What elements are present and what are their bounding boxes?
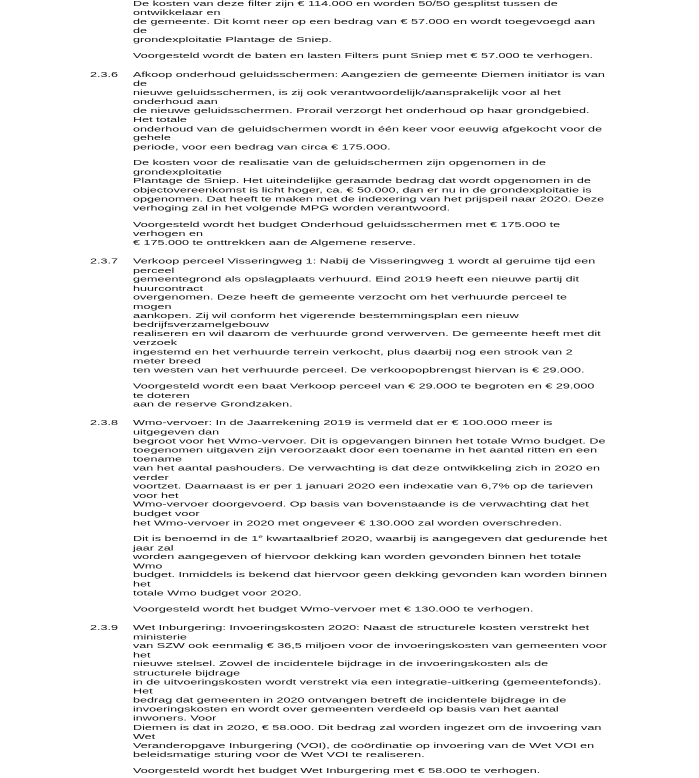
integration-proposal-paragraph: Voorgesteld wordt het budget Wet Inburgering met € 58.000 te verhogen. bbox=[133, 766, 541, 775]
noise-barrier-maintenance-paragraph: Afkoop onderhoud geluidsschermen: Aangezien de gemeente Diemen initiator is van de nieuwe geluidsschermen, is zij ook verantwoordelijk/aansprakelijk voor al het onderhoud aan de nieuwe geluidsschermen. Prorail verzorgt het onderhoud op haar grondgebied. Het totale onderhoud van de geluidschermen wordt in één keer voor eeuwig afgekocht voor de gehele periode, voor een bedrag van circa € 175.000. bbox=[133, 70, 605, 152]
section-number-2-3-8: 2.3.8 bbox=[90, 418, 119, 427]
section-number-2-3-6: 2.3.6 bbox=[90, 70, 119, 79]
plot-sale-proposal-paragraph: Voorgesteld wordt een baat Verkoop perceel van € 29.000 te begroten en € 29.000 te doteren aan de reserve Grondzaken. bbox=[133, 382, 595, 409]
wmo-quarterly-letter-paragraph bbox=[133, 535, 608, 598]
wmo-quarterly-text-start: Dit is benoemd in de 1 bbox=[133, 534, 259, 543]
wmo-proposal-paragraph: Voorgesteld wordt het budget Wmo-vervoer met € 130.000 te verhogen. bbox=[133, 604, 534, 614]
wmo-quarterly-text-rest: kwartaalbrief 2020, waarbij is aangegeven dat gedurende het jaar zal worden aangegeven of hiervoor dekking kan worden gevonden binnen het totale Wmo budget. Inmiddels is bekend dat hiervoor geen dekking gevonden kan worden binnen het totale Wmo budget voor 2020. bbox=[133, 534, 608, 598]
wmo-transport-paragraph: Wmo-vervoer: In de Jaarrekening 2019 is vermeld dat er € 100.000 meer is uitgegeven dan begroot voor het Wmo-vervoer. Dit is opgevangen binnen het totale Wmo budget. De toegenomen uitgaven zijn veroorzaakt door een toename in het aantal ritten en een toename van het aantal pashouders. De verwachting is dat deze ontwikkeling zich in 2020 en verder voortzet. Daarnaast is er per 1 januari 2020 een indexatie van 6,7% op de tarieven voor het Wmo-vervoer doorgevoerd. Op basis van bovenstaande is de verwachting dat het budget voor het Wmo-vervoer in 2020 met ongeveer € 130.000 zal worden overschreden. bbox=[133, 418, 606, 527]
section-number-2-3-7: 2.3.7 bbox=[90, 257, 119, 266]
filter-proposal-paragraph: Voorgesteld wordt de baten en lasten Filters punt Sniep met € 57.000 te verhogen. bbox=[133, 51, 593, 60]
section-number-2-3-9: 2.3.9 bbox=[90, 623, 119, 632]
ordinal-superscript: e bbox=[258, 533, 263, 540]
noise-barrier-costs-paragraph: De kosten voor de realisatie van de geluidschermen zijn opgenomen in de grondexploitatie Plantage de Sniep. Het uiteindelijke geraamde bedrag dat wordt opgenomen in de objectovereenkomst is licht hoger, ca. € 50.000, dan er nu in de grondexploitatie is opgenomen. Dat heeft te maken met de indexering van het prijspeil naar 2020. Deze verhoging zal in het volgende MPG worden verantwoord. bbox=[133, 158, 605, 213]
plot-sale-paragraph: Verkoop perceel Visseringweg 1: Nabij de Visseringweg 1 wordt al geruime tijd een perceel gemeentegrond als opslagplaats verhuurd. Eind 2019 heeft een nieuwe partij dit huurcontract overgenomen. Deze heeft de gemeente verzocht om het verhuurde perceel te mogen aankopen. Zij wil conform het vigerende bestemmingsplan een nieuw bedrijfsverzamelgebouw realiseren en wil daarom de verhuurde grond verwerven. De gemeente heeft met dit verzoek ingestemd en het verhuurde terrein verkocht, plus daarbij nog een strook van 2 meter breed ten westen van het verhuurde perceel. De verkoopopbrengst hiervan is € 29.000. bbox=[133, 257, 601, 375]
filter-costs-paragraph: De kosten van deze filter zijn € 114.000 en worden 50/50 gesplitst tussen de ontwikkelaar en de gemeente. Dit komt neer op een bedrag van € 57.000 en wordt toegevoegd aan de grondexploitatie Plantage de Sniep. bbox=[133, 0, 596, 44]
noise-barrier-proposal-paragraph: Voorgesteld wordt het budget Onderhoud geluidsschermen met € 175.000 te verhogen en € 175.000 te onttrekken aan de Algemene reserve. bbox=[133, 220, 561, 247]
integration-act-paragraph: Wet Inburgering: Invoeringskosten 2020: Naast de structurele kosten verstrekt het ministerie van SZW ook eenmalig € 36,5 miljoen voor de invoeringskosten van gemeenten voor het nieuwe stelsel. Zowel de incidentele bijdrage in de invoeringskosten als de structurele bijdrage in de uitvoeringskosten wordt verstrekt via een integratie-uitkering (gemeentefonds). Het bedrag dat gemeenten in 2020 ontvangen betreft de incidentele bijdrage in de invoeringskosten en wordt over gemeenten verdeeld op basis van het aantal inwoners. Voor Diemen is dat in 2020, € 58.000. Dit bedrag zal worden ingezet om de invoering van Wet Veranderopgave Inburgering (VOI), de coördinatie op invoering van de Wet VOI en beleidsmatige sturing voor de Wet VOI te realiseren. bbox=[133, 623, 607, 759]
